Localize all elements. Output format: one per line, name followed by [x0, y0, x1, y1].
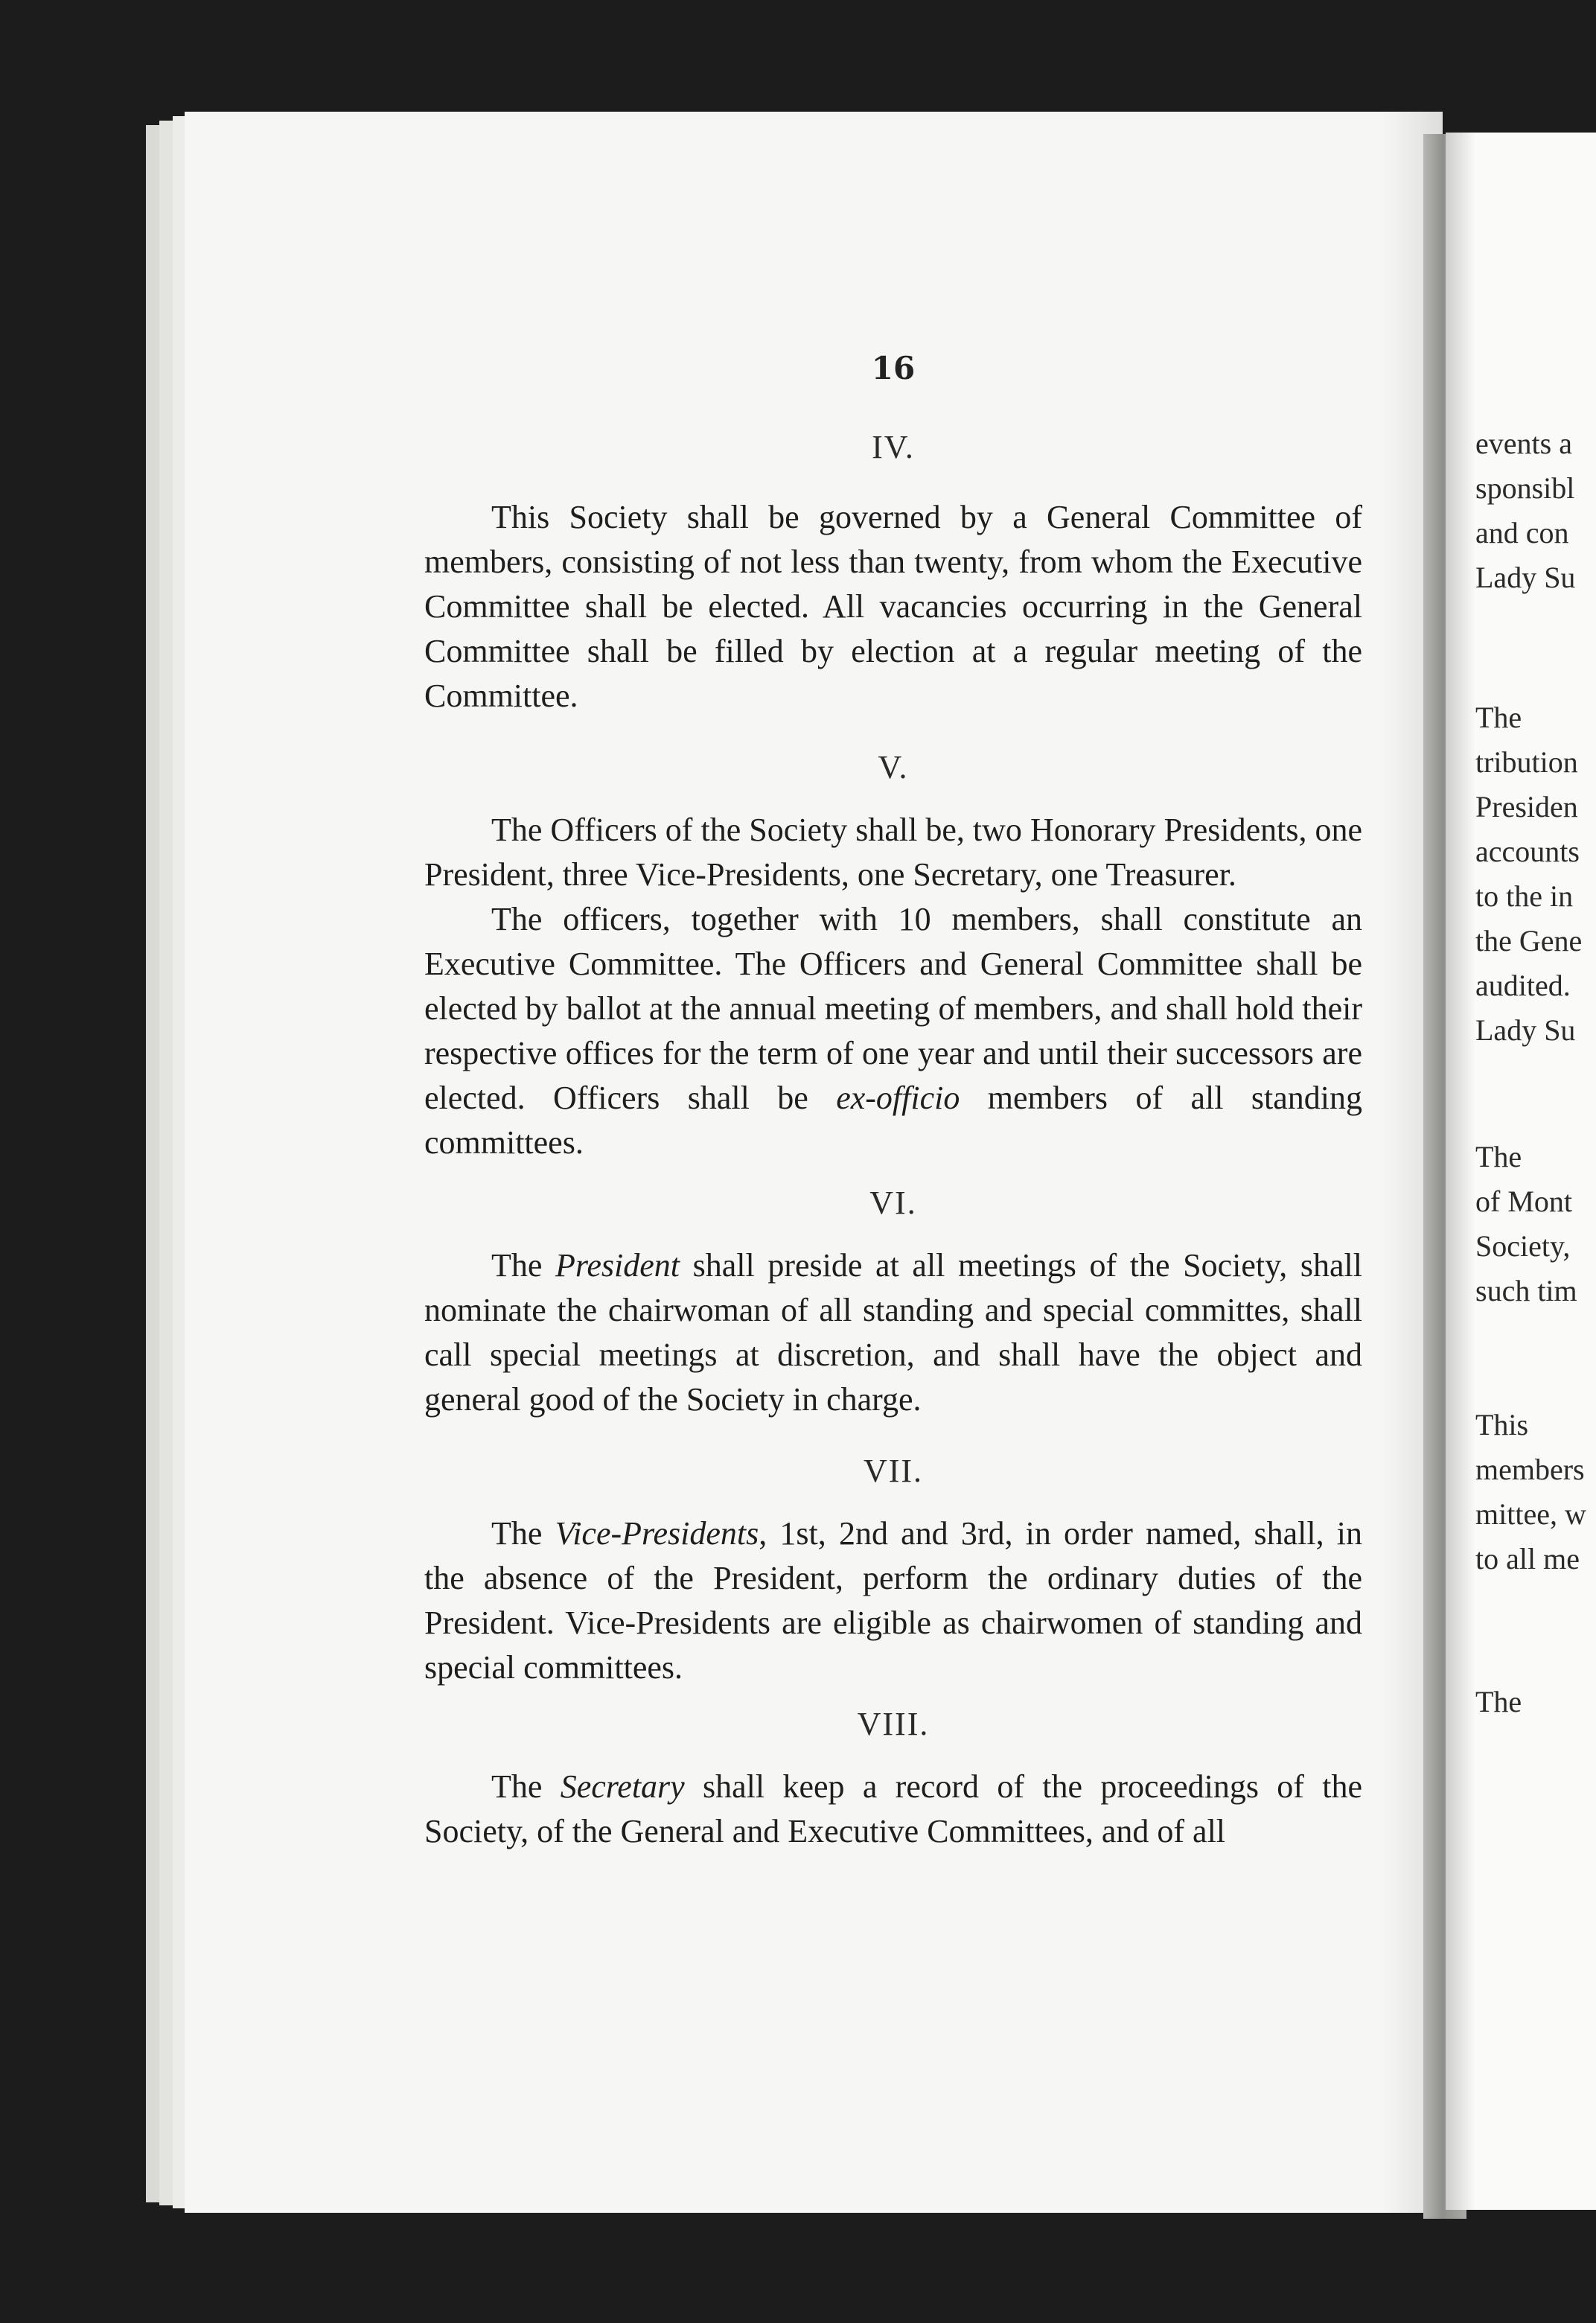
right-page-line: sponsibl [1475, 471, 1575, 505]
italic-term: Secretary [560, 1768, 685, 1805]
paragraph-vii [424, 1511, 1362, 1690]
right-page-line: to all me [1475, 1542, 1580, 1575]
italic-term: Vice-Presidents [555, 1515, 759, 1552]
section-heading-viii: VIII. [857, 1706, 930, 1742]
paragraph-text: The [491, 1768, 561, 1805]
right-page-line: This [1475, 1408, 1529, 1441]
right-page-line: members [1475, 1453, 1585, 1486]
right-page-line: to the in [1475, 879, 1574, 913]
paragraph-text: The Officers of the Society shall be, two Honorary Presidents, one President, three Vice-Presidents, one Secretary, one Treasurer. [424, 812, 1362, 893]
section-heading-vi: VI. [869, 1185, 917, 1221]
right-page-shadow [1446, 133, 1475, 2210]
paragraph-vi [424, 1243, 1362, 1422]
paragraph-text: This Society shall be governed by a General Committee of members, consisting of not less than twenty, from whom the Executive Committee shall be elected. All vacancies occurring in the General Committee shall be filled by election at a regular meeting of the Committee. [424, 499, 1362, 714]
right-page-line: tribution [1475, 745, 1578, 779]
paragraph-viii [424, 1765, 1362, 1854]
paragraph-text: , 1st, 2nd and 3rd, in order named, shall, in the absence of the President, perform the ordinary duties of the President. Vice-Presidents are eligible as chairwomen of standing and special committees. [424, 1515, 1362, 1686]
right-page-line: The [1475, 1685, 1522, 1718]
right-page-line: Society, [1475, 1229, 1571, 1263]
right-page-line: the Gene [1475, 924, 1583, 957]
section-heading-vii: VII. [863, 1453, 924, 1489]
italic-term: President [555, 1247, 680, 1284]
right-page-line: accounts [1475, 835, 1580, 868]
right-page-line: mittee, w [1475, 1497, 1586, 1531]
right-page-line: Lady Su [1475, 1013, 1576, 1047]
paragraph-text: shall keep a record of the proceedings of the Society, of the General and Executive Committees, and of all [424, 1768, 1363, 1849]
paragraph-text: The officers, together with 10 members, shall constitute an Executive Committee. The Officers and General Committee shall be elected by ballot at the annual meeting of members, and shall hold their respective offices for the term of one year and until their successors are elected. Officers shall be [424, 901, 1362, 1116]
paragraph-iv [424, 495, 1362, 718]
paragraph-v-1 [424, 808, 1362, 897]
right-page-line: audited. [1475, 969, 1571, 1002]
italic-term: ex-officio [836, 1080, 960, 1116]
paragraph-text: The [491, 1247, 556, 1284]
right-page-line: and con [1475, 516, 1569, 549]
paragraph-text: members of all standing committees. [424, 1080, 1363, 1161]
paragraph-v-2 [424, 897, 1362, 1165]
section-heading-iv: IV. [872, 429, 915, 465]
right-page-line: Lady Su [1475, 561, 1576, 594]
right-page-line: such tim [1475, 1274, 1577, 1307]
right-page-line: events a [1475, 427, 1572, 460]
paragraph-text: The [491, 1515, 555, 1552]
right-page-line: The [1475, 1140, 1522, 1173]
right-page-line: The [1475, 701, 1522, 734]
right-page-line: of Mont [1475, 1185, 1572, 1218]
section-heading-v: V. [878, 749, 909, 786]
page-number: 16 [871, 350, 916, 386]
right-page-line: Presiden [1475, 790, 1578, 823]
paragraph-text: shall preside at all meetings of the Society, shall nominate the chairwoman of all standing and special committes, shall call special meetings at discretion, and shall have the object and general good of the Society in charge. [424, 1247, 1362, 1418]
